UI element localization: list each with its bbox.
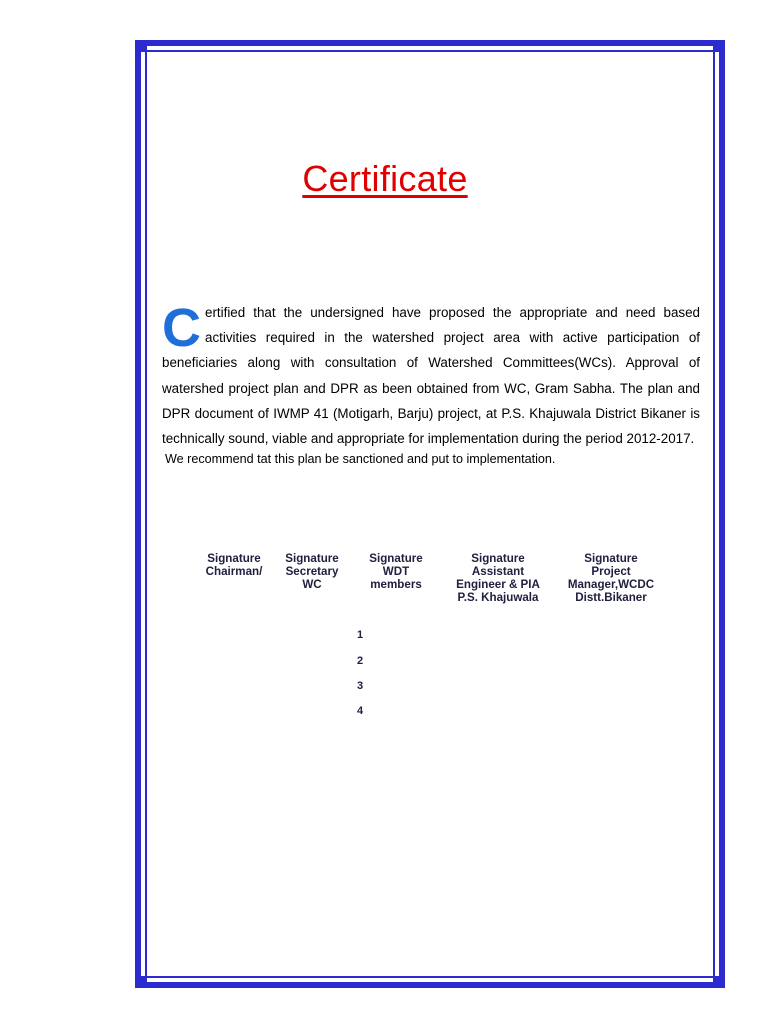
signature-chairman [196,552,272,578]
signature-role: Distt.Bikaner [575,591,647,604]
signature-role: Secretary [285,565,339,578]
signature-role: WC [302,578,322,591]
signature-label: Signature [369,552,423,565]
signature-wdt-members [360,552,432,591]
member-number: 4 [357,705,364,717]
border-corner [135,40,147,52]
signature-label: Signature [584,552,638,565]
signature-role: WDT [382,565,410,578]
certificate-title: Certificate [302,158,468,199]
border-corner [713,40,725,52]
paragraph-text: ertified that the undersigned have proposed the appropriate and need based activities required in the watershed project area with active participation of beneficiaries along with consultation of Watershed Committees(WCs). Approval of watershed project plan and DPR as been obtained from WC, Gram Sabha. The plan and DPR document of IWMP 41 (Motigarh, Barju) project, at P.S. Khajuwala District Bikaner is technically sound, viable and appropriate for implementation during the period 2012-2017. [162,305,700,447]
certificate-paragraph [162,300,700,451]
signature-label: Signature [285,552,339,565]
signature-role: Project [591,565,631,578]
signature-assistant-engineer [448,552,548,604]
signature-role: members [370,578,422,591]
signature-label: Signature [471,552,525,565]
drop-cap: C [162,298,201,358]
border-corner [135,976,147,988]
border-corner [713,976,725,988]
signature-role: Chairman/ [205,565,263,578]
recommendation-text: We recommend tat this plan be sanctioned and put to implementation. [165,452,556,466]
signature-secretary [280,552,344,591]
signature-role: Manager,WCDC [567,578,655,591]
member-number: 1 [357,629,364,641]
signature-role: Engineer & PIA [456,578,540,591]
signature-project-manager [558,552,664,604]
signature-role: P.S. Khajuwala [457,591,539,604]
signature-label: Signature [207,552,261,565]
member-number: 2 [357,655,364,667]
signature-role: Assistant [471,565,525,578]
member-number: 3 [357,680,364,692]
